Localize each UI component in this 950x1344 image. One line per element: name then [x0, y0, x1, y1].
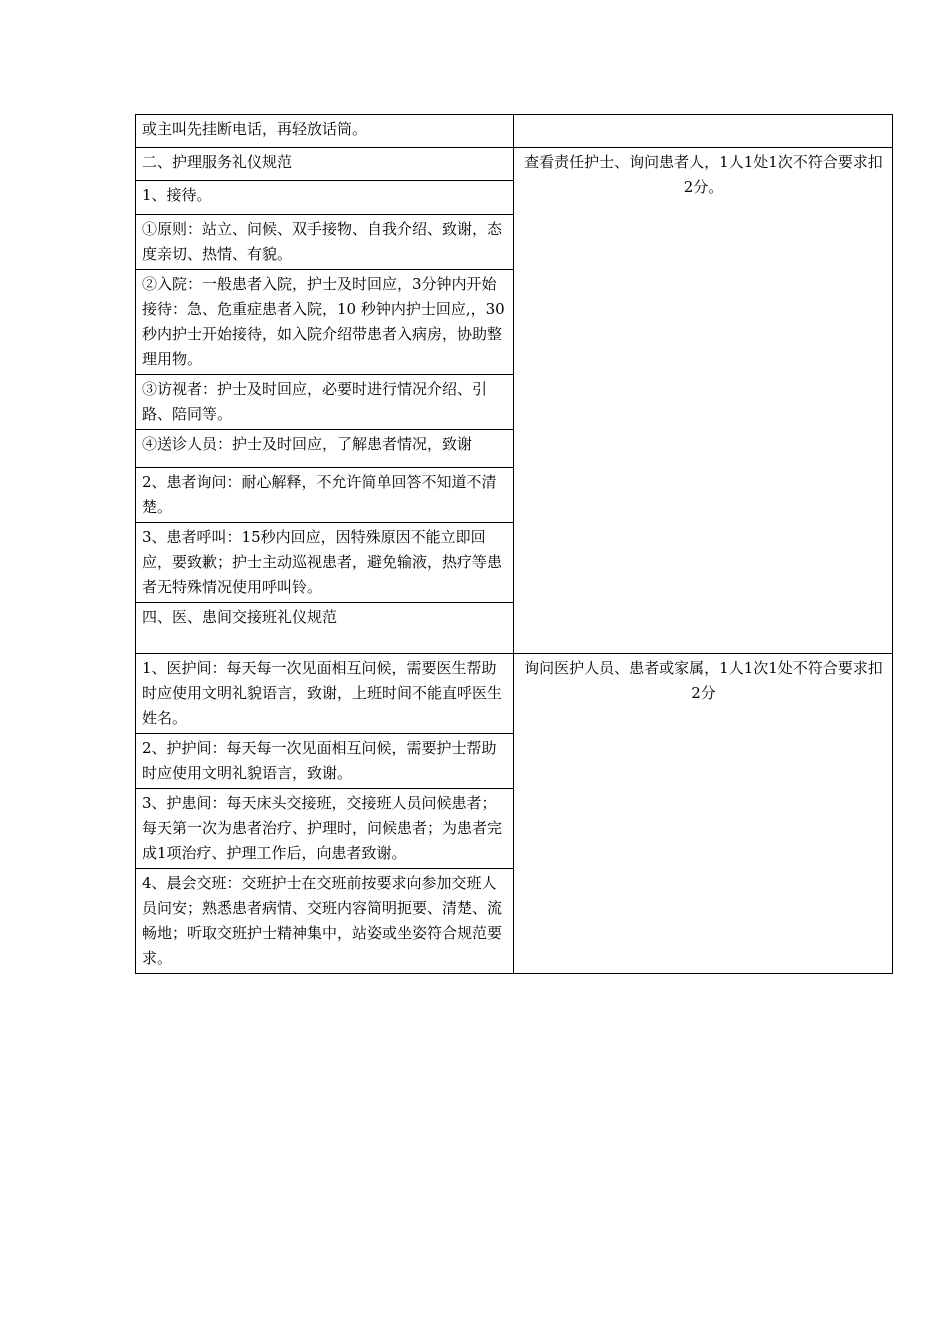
- standard-cell: 1、接待。: [136, 181, 514, 215]
- section-heading-cell: 二、护理服务礼仪规范: [136, 148, 514, 181]
- table-row: [136, 148, 893, 181]
- standard-cell: ③访视者：护士及时回应，必要时进行情况介绍、引路、陪同等。: [136, 375, 514, 430]
- standard-cell: 3、患者呼叫：15秒内回应，因特殊原因不能立即回应，要致歉；护士主动巡视患者，避免输液，热疗等患者无特殊情况使用呼叫铃。: [136, 523, 514, 603]
- standard-cell: 2、患者询问：耐心解释，不允许简单回答不知道不清楚。: [136, 468, 514, 523]
- empty-scoring-cell: [514, 115, 893, 148]
- standard-cell: ①原则：站立、问候、双手接物、自我介绍、致谢，态度亲切、热情、有貌。: [136, 215, 514, 270]
- standard-cell: 2、护护间：每天每一次见面相互问候，需要护士帮助时应使用文明礼貌语言，致谢。: [136, 734, 514, 789]
- section-heading-cell: 四、医、患间交接班礼仪规范: [136, 603, 514, 654]
- table-row: [136, 115, 893, 148]
- standard-cell: 1、医护间：每天每一次见面相互问候，需要医生帮助时应使用文明礼貌语言，致谢，上班时间不能直呼医生姓名。: [136, 654, 514, 734]
- standard-cell: 3、护患间：每天床头交接班，交接班人员问候患者；每天第一次为患者治疗、护理时，问候患者；为患者完成1项治疗、护理工作后，向患者致谢。: [136, 789, 514, 869]
- standard-cell: ④送诊人员：护士及时回应，了解患者情况，致谢: [136, 430, 514, 468]
- scoring-cell: 查看责任护士、询问患者人，1人1处1次不符合要求扣2分。: [514, 148, 893, 654]
- standards-table: [135, 114, 893, 974]
- standard-cell: 4、晨会交班：交班护士在交班前按要求向参加交班人员问安；熟悉患者病情、交班内容简明扼要、清楚、流畅地；听取交班护士精神集中，站姿或坐姿符合规范要求。: [136, 869, 514, 974]
- scoring-cell: 询问医护人员、患者或家属，1人1次1处不符合要求扣2分: [514, 654, 893, 974]
- standard-cell: 或主叫先挂断电话，再轻放话筒。: [136, 115, 514, 148]
- standard-cell: ②入院：一般患者入院，护士及时回应，3分钟内开始接待：急、危重症患者入院，10 秒钟内护士回应,，30秒内护士开始接待，如入院介绍带患者入病房，协助整理用物。: [136, 270, 514, 375]
- table-row: [136, 654, 893, 734]
